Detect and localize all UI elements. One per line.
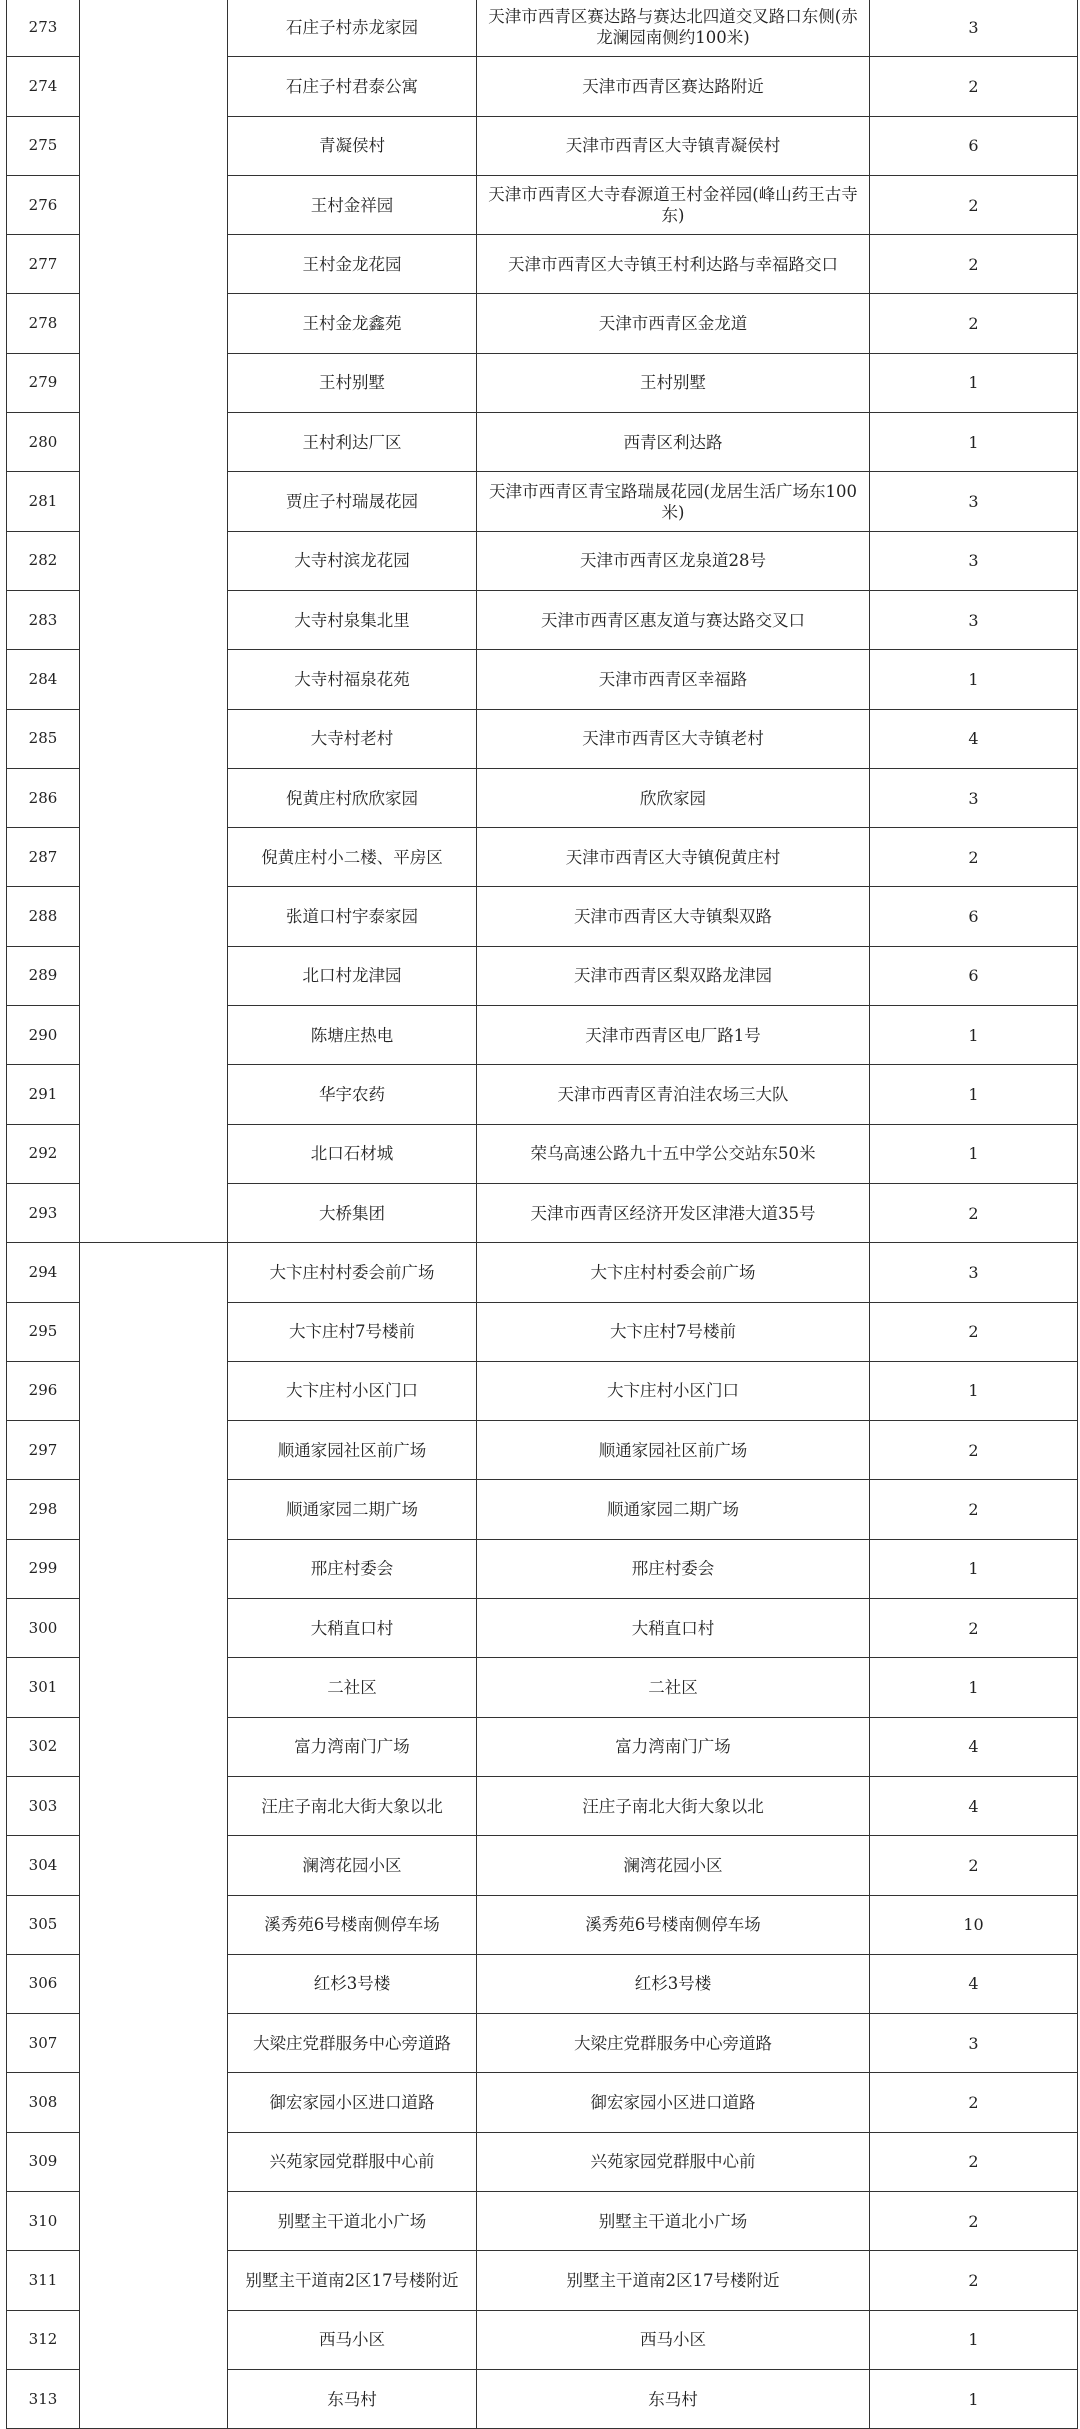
row-number: 312 xyxy=(7,2310,80,2369)
site-address: 顺通家园二期广场 xyxy=(477,1480,870,1539)
site-name: 石庄子村赤龙家园 xyxy=(228,0,477,57)
site-address: 天津市西青区大寺镇青凝侯村 xyxy=(477,116,870,175)
site-address: 天津市西青区青宝路瑞晟花园(龙居生活广场东100米) xyxy=(477,472,870,531)
site-name: 大寺村滨龙花园 xyxy=(228,531,477,590)
site-name: 大梁庄党群服务中心旁道路 xyxy=(228,2014,477,2073)
site-count: 1 xyxy=(870,1065,1078,1124)
site-address: 天津市西青区电厂路1号 xyxy=(477,1006,870,1065)
site-name: 王村金祥园 xyxy=(228,175,477,234)
site-count: 3 xyxy=(870,1243,1078,1302)
row-number: 274 xyxy=(7,57,80,116)
row-number: 293 xyxy=(7,1183,80,1242)
site-name: 贾庄子村瑞晟花园 xyxy=(228,472,477,531)
site-name: 大卞庄村小区门口 xyxy=(228,1361,477,1420)
site-count: 2 xyxy=(870,2191,1078,2250)
site-name: 邢庄村委会 xyxy=(228,1539,477,1598)
site-count: 3 xyxy=(870,768,1078,827)
site-count: 4 xyxy=(870,1776,1078,1835)
row-number: 299 xyxy=(7,1539,80,1598)
row-number: 302 xyxy=(7,1717,80,1776)
site-address: 大梁庄党群服务中心旁道路 xyxy=(477,2014,870,2073)
site-address: 天津市西青区梨双路龙津园 xyxy=(477,946,870,1005)
group-cell-1 xyxy=(80,0,228,1243)
row-number: 275 xyxy=(7,116,80,175)
row-number: 292 xyxy=(7,1124,80,1183)
row-number: 307 xyxy=(7,2014,80,2073)
site-address: 西青区利达路 xyxy=(477,413,870,472)
site-address: 东马村 xyxy=(477,2369,870,2428)
site-count: 4 xyxy=(870,1717,1078,1776)
row-number: 277 xyxy=(7,235,80,294)
site-name: 大稍直口村 xyxy=(228,1599,477,1658)
row-number: 310 xyxy=(7,2191,80,2250)
site-address: 天津市西青区赛达路附近 xyxy=(477,57,870,116)
site-address: 荣乌高速公路九十五中学公交站东50米 xyxy=(477,1124,870,1183)
site-name: 大桥集团 xyxy=(228,1183,477,1242)
site-name: 顺通家园社区前广场 xyxy=(228,1421,477,1480)
site-address: 天津市西青区大寺镇倪黄庄村 xyxy=(477,828,870,887)
site-address: 王村别墅 xyxy=(477,353,870,412)
row-number: 280 xyxy=(7,413,80,472)
row-number: 278 xyxy=(7,294,80,353)
site-name: 北口石材城 xyxy=(228,1124,477,1183)
site-address: 兴苑家园党群服中心前 xyxy=(477,2132,870,2191)
site-address: 邢庄村委会 xyxy=(477,1539,870,1598)
site-address: 大卞庄村村委会前广场 xyxy=(477,1243,870,1302)
site-count: 6 xyxy=(870,887,1078,946)
site-address: 天津市西青区金龙道 xyxy=(477,294,870,353)
row-number: 301 xyxy=(7,1658,80,1717)
site-count: 2 xyxy=(870,235,1078,294)
site-count: 2 xyxy=(870,2073,1078,2132)
site-count: 1 xyxy=(870,1539,1078,1598)
site-count: 2 xyxy=(870,294,1078,353)
site-address: 天津市西青区赛达路与赛达北四道交叉路口东侧(赤龙澜园南侧约100米) xyxy=(477,0,870,57)
site-name: 二社区 xyxy=(228,1658,477,1717)
site-address: 天津市西青区幸福路 xyxy=(477,650,870,709)
site-count: 1 xyxy=(870,1361,1078,1420)
site-count: 2 xyxy=(870,57,1078,116)
site-name: 大寺村福泉花苑 xyxy=(228,650,477,709)
site-count: 3 xyxy=(870,0,1078,57)
row-number: 303 xyxy=(7,1776,80,1835)
site-name: 别墅主干道北小广场 xyxy=(228,2191,477,2250)
site-table-body xyxy=(7,0,1078,2429)
row-number: 286 xyxy=(7,768,80,827)
row-number: 300 xyxy=(7,1599,80,1658)
site-address: 天津市西青区大寺春源道王村金祥园(峰山药王古寺东) xyxy=(477,175,870,234)
row-number: 306 xyxy=(7,1954,80,2013)
row-number: 311 xyxy=(7,2251,80,2310)
row-number: 297 xyxy=(7,1421,80,1480)
site-name: 青凝侯村 xyxy=(228,116,477,175)
site-count: 1 xyxy=(870,1124,1078,1183)
site-address: 二社区 xyxy=(477,1658,870,1717)
site-name: 红杉3号楼 xyxy=(228,1954,477,2013)
site-name: 王村利达厂区 xyxy=(228,413,477,472)
site-count: 3 xyxy=(870,472,1078,531)
site-count: 1 xyxy=(870,353,1078,412)
site-table xyxy=(6,0,1078,2429)
row-number: 276 xyxy=(7,175,80,234)
site-count: 2 xyxy=(870,175,1078,234)
site-address: 天津市西青区大寺镇梨双路 xyxy=(477,887,870,946)
site-name: 张道口村宇泰家园 xyxy=(228,887,477,946)
site-name: 别墅主干道南2区17号楼附近 xyxy=(228,2251,477,2310)
row-number: 285 xyxy=(7,709,80,768)
site-name: 倪黄庄村欣欣家园 xyxy=(228,768,477,827)
site-count: 10 xyxy=(870,1895,1078,1954)
site-count: 1 xyxy=(870,2310,1078,2369)
site-count: 2 xyxy=(870,1421,1078,1480)
site-address: 溪秀苑6号楼南侧停车场 xyxy=(477,1895,870,1954)
site-address: 御宏家园小区进口道路 xyxy=(477,2073,870,2132)
site-count: 1 xyxy=(870,413,1078,472)
row-number: 298 xyxy=(7,1480,80,1539)
site-count: 2 xyxy=(870,2251,1078,2310)
site-name: 东马村 xyxy=(228,2369,477,2428)
site-name: 大寺村老村 xyxy=(228,709,477,768)
site-name: 西马小区 xyxy=(228,2310,477,2369)
site-address: 天津市西青区大寺镇老村 xyxy=(477,709,870,768)
site-count: 6 xyxy=(870,946,1078,1005)
site-count: 2 xyxy=(870,828,1078,887)
site-address: 别墅主干道北小广场 xyxy=(477,2191,870,2250)
row-number: 313 xyxy=(7,2369,80,2428)
table-row xyxy=(7,0,1078,57)
row-number: 279 xyxy=(7,353,80,412)
site-name: 陈塘庄热电 xyxy=(228,1006,477,1065)
site-address: 汪庄子南北大街大象以北 xyxy=(477,1776,870,1835)
site-count: 1 xyxy=(870,1006,1078,1065)
row-number: 284 xyxy=(7,650,80,709)
site-count: 2 xyxy=(870,1599,1078,1658)
site-name: 富力湾南门广场 xyxy=(228,1717,477,1776)
site-count: 3 xyxy=(870,531,1078,590)
site-count: 4 xyxy=(870,1954,1078,2013)
site-count: 1 xyxy=(870,2369,1078,2428)
site-name: 兴苑家园党群服中心前 xyxy=(228,2132,477,2191)
site-address: 西马小区 xyxy=(477,2310,870,2369)
row-number: 287 xyxy=(7,828,80,887)
site-address: 大卞庄村7号楼前 xyxy=(477,1302,870,1361)
row-number: 282 xyxy=(7,531,80,590)
site-address: 澜湾花园小区 xyxy=(477,1836,870,1895)
site-name: 倪黄庄村小二楼、平房区 xyxy=(228,828,477,887)
row-number: 308 xyxy=(7,2073,80,2132)
site-address: 红杉3号楼 xyxy=(477,1954,870,2013)
row-number: 305 xyxy=(7,1895,80,1954)
site-count: 2 xyxy=(870,2132,1078,2191)
site-name: 北口村龙津园 xyxy=(228,946,477,1005)
site-name: 大卞庄村7号楼前 xyxy=(228,1302,477,1361)
site-address: 富力湾南门广场 xyxy=(477,1717,870,1776)
row-number: 288 xyxy=(7,887,80,946)
row-number: 290 xyxy=(7,1006,80,1065)
site-count: 6 xyxy=(870,116,1078,175)
site-count: 1 xyxy=(870,650,1078,709)
site-name: 大寺村泉集北里 xyxy=(228,590,477,649)
site-name: 大卞庄村村委会前广场 xyxy=(228,1243,477,1302)
site-address: 天津市西青区惠友道与赛达路交叉口 xyxy=(477,590,870,649)
row-number: 295 xyxy=(7,1302,80,1361)
site-count: 2 xyxy=(870,1836,1078,1895)
site-count: 1 xyxy=(870,1658,1078,1717)
site-name: 石庄子村君泰公寓 xyxy=(228,57,477,116)
site-name: 汪庄子南北大街大象以北 xyxy=(228,1776,477,1835)
row-number: 291 xyxy=(7,1065,80,1124)
site-address: 天津市西青区大寺镇王村利达路与幸福路交口 xyxy=(477,235,870,294)
group-cell-2 xyxy=(80,1243,228,2429)
site-address: 欣欣家园 xyxy=(477,768,870,827)
row-number: 281 xyxy=(7,472,80,531)
row-number: 289 xyxy=(7,946,80,1005)
site-name: 王村别墅 xyxy=(228,353,477,412)
site-count: 2 xyxy=(870,1302,1078,1361)
site-name: 溪秀苑6号楼南侧停车场 xyxy=(228,1895,477,1954)
site-count: 4 xyxy=(870,709,1078,768)
row-number: 304 xyxy=(7,1836,80,1895)
site-name: 御宏家园小区进口道路 xyxy=(228,2073,477,2132)
row-number: 309 xyxy=(7,2132,80,2191)
site-address: 大卞庄村小区门口 xyxy=(477,1361,870,1420)
site-address: 天津市西青区青泊洼农场三大队 xyxy=(477,1065,870,1124)
site-address: 顺通家园社区前广场 xyxy=(477,1421,870,1480)
site-name: 王村金龙鑫苑 xyxy=(228,294,477,353)
site-address: 天津市西青区龙泉道28号 xyxy=(477,531,870,590)
row-number: 273 xyxy=(7,0,80,57)
site-address: 天津市西青区经济开发区津港大道35号 xyxy=(477,1183,870,1242)
site-count: 3 xyxy=(870,590,1078,649)
site-name: 顺通家园二期广场 xyxy=(228,1480,477,1539)
site-address: 别墅主干道南2区17号楼附近 xyxy=(477,2251,870,2310)
row-number: 296 xyxy=(7,1361,80,1420)
site-count: 3 xyxy=(870,2014,1078,2073)
row-number: 294 xyxy=(7,1243,80,1302)
site-name: 王村金龙花园 xyxy=(228,235,477,294)
site-address: 大稍直口村 xyxy=(477,1599,870,1658)
table-row xyxy=(7,1243,1078,1302)
row-number: 283 xyxy=(7,590,80,649)
site-count: 2 xyxy=(870,1480,1078,1539)
site-name: 华宇农药 xyxy=(228,1065,477,1124)
site-count: 2 xyxy=(870,1183,1078,1242)
site-name: 澜湾花园小区 xyxy=(228,1836,477,1895)
